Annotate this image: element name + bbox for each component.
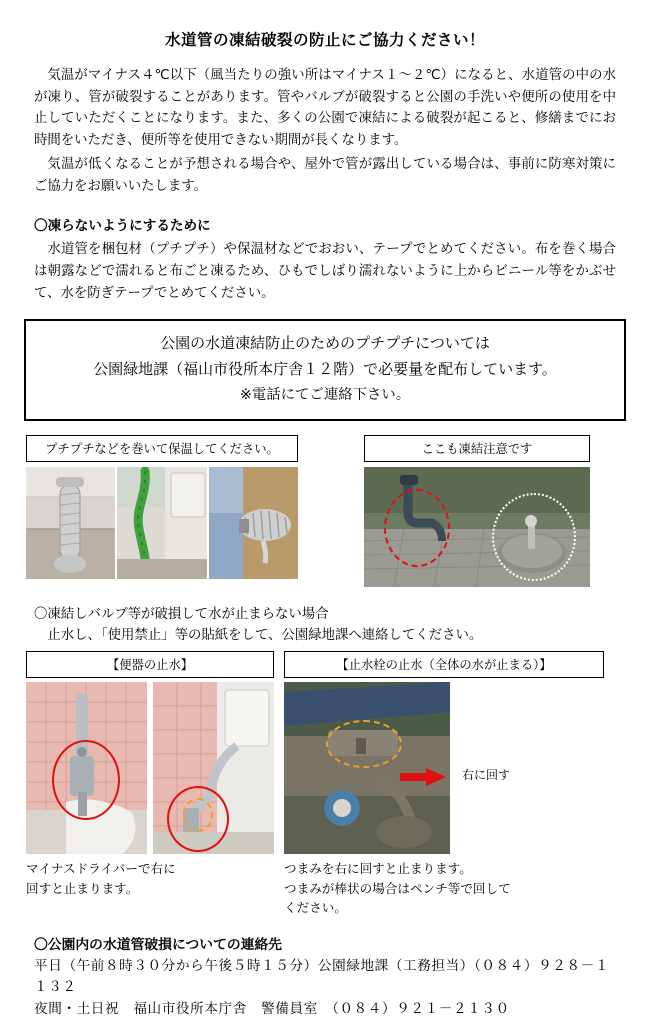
photo-caption-left: プチプチなどを巻いて保温してください。 <box>26 435 298 462</box>
marker-red-dashed-circle-pipe <box>384 489 450 567</box>
notice-line-1-text: 公園の水道凍結防止のためのプチプチについては <box>160 335 490 353</box>
photo-toilet-stop-valve-1 <box>26 682 147 854</box>
arrow-label-container <box>456 682 604 854</box>
notice-line-1 <box>34 331 616 357</box>
photo-area-shutoff <box>26 651 624 919</box>
notice-line-2 <box>34 357 616 383</box>
photo-area-insulation <box>26 435 624 587</box>
photo-row-left <box>26 467 298 579</box>
photo-outdoor-faucet-wrapped <box>209 467 298 579</box>
marker-red-circle-toilet-valve <box>52 740 120 820</box>
photo-group-left <box>26 435 298 579</box>
arrow-icon-turn-right <box>400 768 446 786</box>
note-stopcock-line-1: つまみを右に回すと止まります。 <box>284 862 472 877</box>
photo-caption-stopcock: 【止水栓の止水（全体の水が止まる）】 <box>284 651 604 678</box>
photo-row-toilet <box>26 682 274 854</box>
contact-line-night: 夜間・土日祝 福山市役所本庁舎 警備員室 （０８４）９２１－２１３０ <box>34 1000 510 1016</box>
photo-wrapped-pipe-indoor <box>26 467 115 579</box>
page-title: 水道管の凍結破裂の防止にご協力ください！ <box>164 32 485 49</box>
intro-block <box>34 64 616 196</box>
photo-column-toilet <box>26 651 274 899</box>
document-page <box>0 28 650 1016</box>
section-valve <box>0 603 650 919</box>
notice-line-3-text: ※電話にてご連絡下さい。 <box>239 386 411 403</box>
photo-group-right <box>364 435 590 587</box>
contact-line-weekday: 平日（午前８時３０分から午後５時１５分）公園緑地課（工務担当）（０８４）９２８－１１３２ <box>34 957 610 995</box>
photo-stopcock-outdoor <box>284 682 450 854</box>
section-paragraph-freeze-prevention: 水道管を梱包材（プチプチ）や保温材などでおおい、テープでとめてください。布を巻く場合は朝露などで濡れると布ごと凍るため、ひもでしばり濡れないように上からビニール等をかぶせて、水を防ぎテープでとめてください。 <box>34 241 616 300</box>
section-paragraph-valve: 止水し、「使用禁止」等の貼紙をして、公園緑地課へ連絡してください。 <box>47 626 483 642</box>
marker-white-dotted-circle-faucet <box>492 493 576 581</box>
arrow-label-turn-right: 右に回す <box>462 768 511 783</box>
photo-green-tape-pipe <box>117 467 206 579</box>
note-stopcock <box>284 860 604 919</box>
photo-caption-right: ここも凍結注意です <box>364 435 590 462</box>
intro-paragraph-1: 気温がマイナス４℃以下（風当たりの強い所はマイナス１～２℃）になると、水道管の中の水が凍り、管が破裂することがあります。管やバルブが破裂すると公園の手洗いや便所の使用を中止していただくことになります。また、多くの公園で凍結による破裂が起こると、修繕までにお時間をいただき、便所等を使用できない期間が長くなります。 <box>34 67 616 148</box>
note-toilet-line-2: 回すと止まります。 <box>26 881 139 896</box>
note-stopcock-line-2: つまみが棒状の場合はペンチ等で回して <box>284 881 511 896</box>
note-stopcock-line-3: ください。 <box>284 901 347 916</box>
section-heading-valve: 〇凍結しバルブ等が破損して水が止まらない場合 <box>34 605 329 621</box>
contact-heading: 〇公園内の水道管破損についての連絡先 <box>34 936 283 952</box>
photo-column-stopcock <box>284 651 604 919</box>
section-heading-freeze-prevention: 〇凍らないようにするために <box>34 218 211 234</box>
notice-line-3 <box>34 383 616 408</box>
note-toilet-line-1: マイナスドライバーで右に <box>26 862 176 877</box>
note-toilet-shutoff <box>26 860 274 899</box>
photo-toilet-stop-valve-2 <box>153 682 274 854</box>
photo-freeze-warning-points <box>364 467 590 587</box>
photo-row-stopcock <box>284 682 604 854</box>
notice-line-2-text: 公園緑地課（福山市役所本庁舎１２階）で必要量を配布しています。 <box>93 361 557 379</box>
intro-paragraph-2: 気温が低くなることが予想される場合や、屋外で管が露出している場合は、事前に防寒対策にご協力をお願いいたします。 <box>34 155 616 193</box>
photo-caption-toilet-shutoff: 【便器の止水】 <box>26 651 274 678</box>
notice-box <box>24 319 626 420</box>
